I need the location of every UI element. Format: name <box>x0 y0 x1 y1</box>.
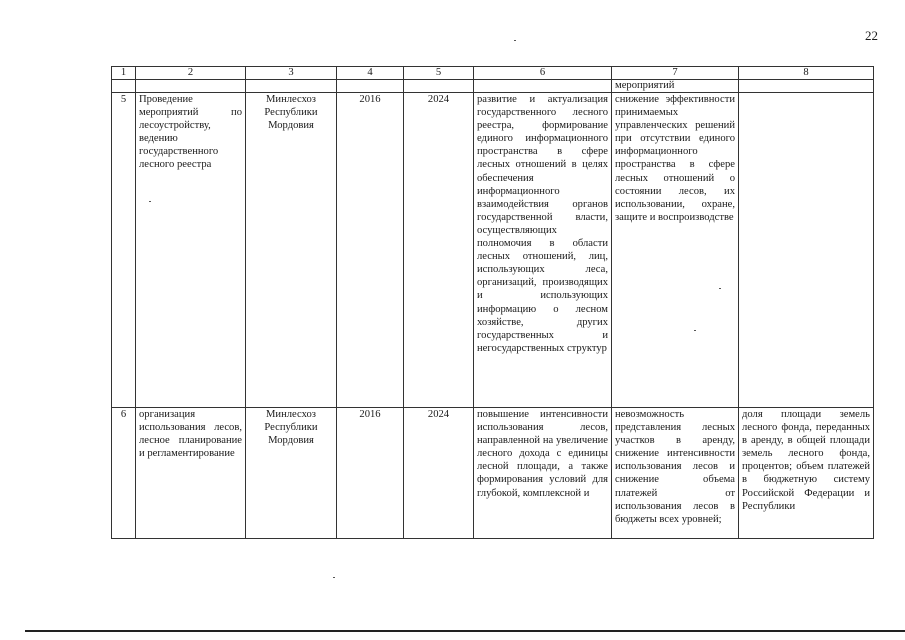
table-cell <box>136 80 246 93</box>
table-cell <box>337 80 404 93</box>
program-table <box>111 66 874 539</box>
page-number: 22 <box>865 28 878 43</box>
table-cell <box>112 80 136 93</box>
start-year: 2016 <box>337 408 404 539</box>
scan-speck <box>694 330 696 331</box>
table-cell <box>739 80 874 93</box>
table-cell <box>474 80 612 93</box>
activity-name: организация использования лесов, лесное планирование и регламентирование <box>136 408 246 539</box>
column-number-row <box>112 67 874 80</box>
column-number: 5 <box>404 67 474 80</box>
scan-speck <box>719 288 721 289</box>
scan-speck <box>149 201 151 202</box>
scan-speck <box>333 577 335 578</box>
expected-result: развитие и актуализация государственного лесного реестра, формирование единого информационного пространства в сфере лесных отношений в целях обеспечения информационного взаимодействия органов государственной власти, осуществляющих полномочия в области лесных отношений, лиц, использующих леса, организаций, производящих и использующих информацию о лесном хозяйстве, других государственных и негосударственных структур <box>474 93 612 408</box>
consequences: снижение эффективности принимаемых управленческих решений при отсутствии единого информационного пространства в сфере лесных отношений о состоянии лесов, их использовании, охране, защите и воспроизводстве <box>612 93 739 408</box>
column-number: 7 <box>612 67 739 80</box>
continuation-text: мероприятий <box>612 80 739 93</box>
executor: Минлесхоз Республики Мордовия <box>246 408 337 539</box>
column-number: 2 <box>136 67 246 80</box>
table-cell <box>404 80 474 93</box>
column-number: 1 <box>112 67 136 80</box>
table-row <box>112 408 874 539</box>
scan-speck <box>514 40 516 41</box>
table-row <box>112 93 874 408</box>
indicator: доля площади земель лесного фонда, переданных в аренду, в общей площади земель лесного фонда, процентов; объем платежей в бюджетную систему Российской Федерации и Республики <box>739 408 874 539</box>
column-number: 3 <box>246 67 337 80</box>
column-number: 8 <box>739 67 874 80</box>
table-cell <box>246 80 337 93</box>
row-number: 5 <box>112 93 136 408</box>
consequences: невозможность представления лесных участков в аренду, снижение интенсивности использования лесов и снижение объема платежей от использования лесов в бюджеты всех уровней; <box>612 408 739 539</box>
row-number: 6 <box>112 408 136 539</box>
column-number: 6 <box>474 67 612 80</box>
scan-edge-line <box>25 630 905 632</box>
end-year: 2024 <box>404 408 474 539</box>
indicator <box>739 93 874 408</box>
activity-name: Проведение мероприятий по лесоустройству, ведению государственного лесного реестра <box>136 93 246 408</box>
start-year: 2016 <box>337 93 404 408</box>
executor: Минлесхоз Республики Мордовия <box>246 93 337 408</box>
end-year: 2024 <box>404 93 474 408</box>
column-number: 4 <box>337 67 404 80</box>
expected-result: повышение интенсивности использования лесов, направленной на увеличение лесного дохода с единицы лесной площади, а также формирования условий для глубокой, комплексной и <box>474 408 612 539</box>
continuation-row <box>112 80 874 93</box>
